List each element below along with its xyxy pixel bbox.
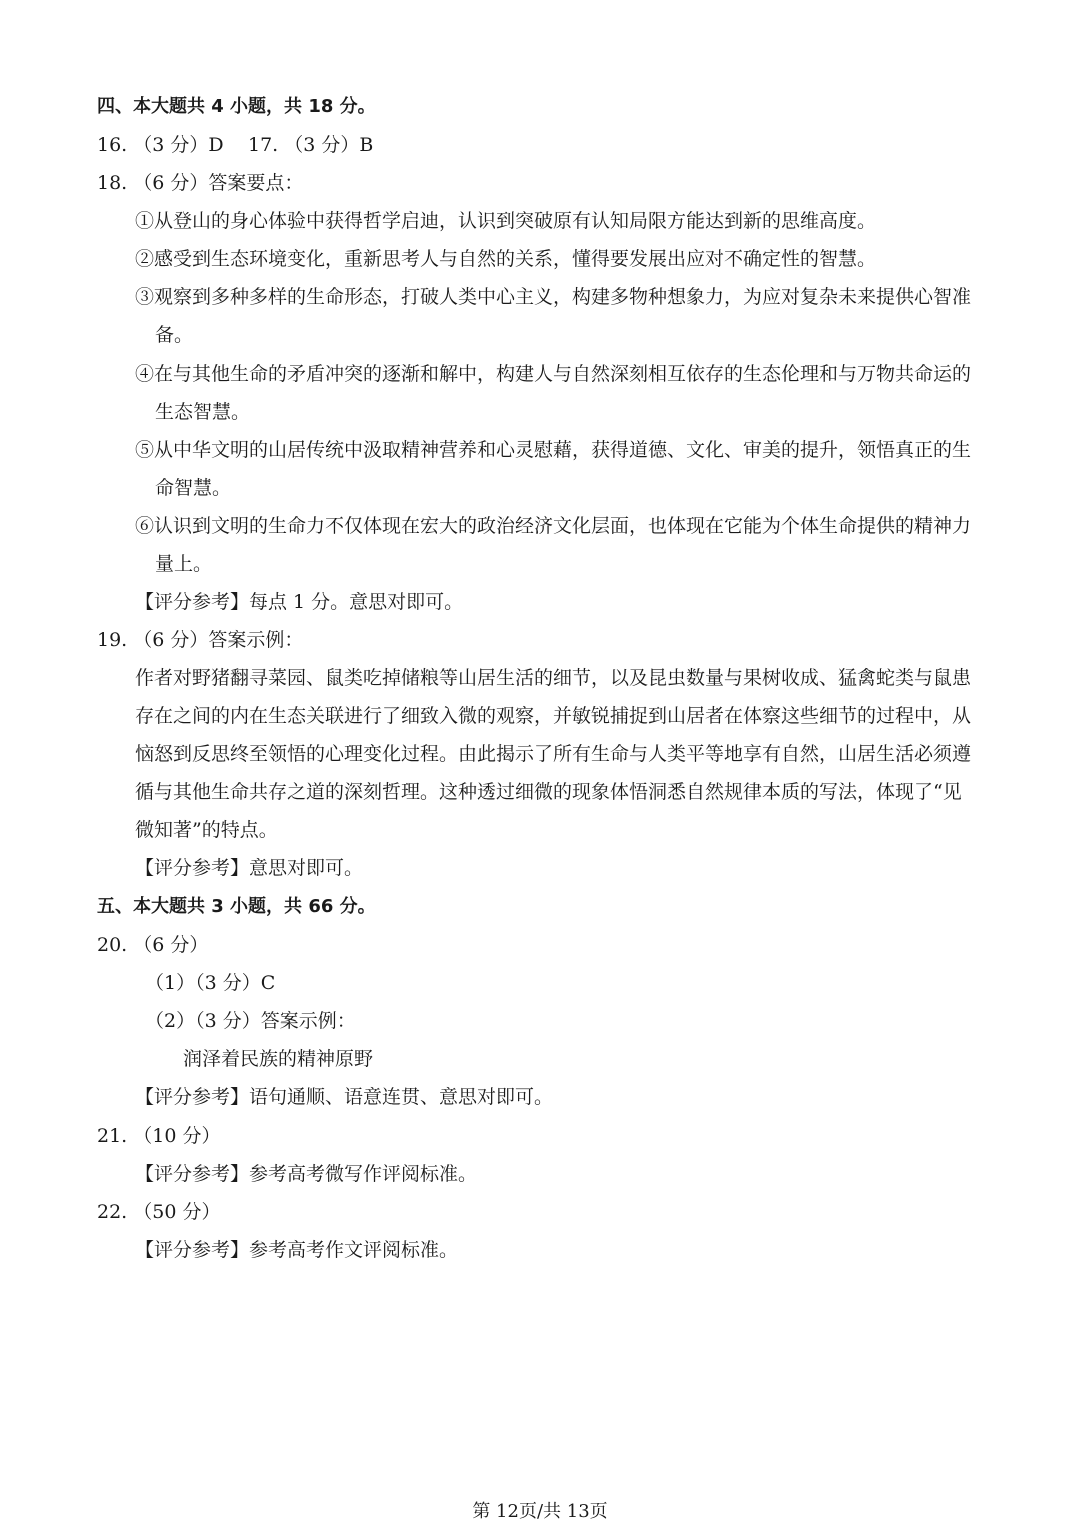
q18-point-5-cont: 命智慧。 bbox=[155, 477, 232, 499]
q21-header: 21. （10 分） bbox=[97, 1125, 221, 1147]
q18-point-2: ②感受到生态环境变化，重新思考人与自然的关系，懂得要发展出应对不确定性的智慧。 bbox=[135, 248, 877, 270]
section5-heading: 五、本大题共 3 小题，共 66 分。 bbox=[97, 896, 376, 917]
q21-scoring: 【评分参考】参考高考微写作评阅标准。 bbox=[135, 1163, 478, 1185]
q16-answer: 16. （3 分）D bbox=[97, 134, 224, 156]
q19-header: 19. （6 分）答案示例： bbox=[97, 629, 304, 651]
q18-point-3: ③观察到多种多样的生命形态，打破人类中心主义，构建多物种想象力，为应对复杂未来提供心智准 bbox=[135, 286, 972, 308]
q18-point-6-cont: 量上。 bbox=[155, 553, 213, 575]
q19-line-2: 存在之间的内在生态关联进行了细致入微的观察，并敏锐捕捉到山居者在体察这些细节的过程中，从 bbox=[135, 705, 972, 727]
q19-line-5: 微知著”的特点。 bbox=[135, 819, 278, 841]
page-footer: 第 12页/共 13页 bbox=[472, 1501, 608, 1522]
q19-line-4: 循与其他生命共存之道的深刻哲理。这种透过细微的现象体悟洞悉自然规律本质的写法，体现了“见 bbox=[135, 781, 962, 803]
q18-scoring: 【评分参考】每点 1 分。意思对即可。 bbox=[135, 591, 464, 613]
q18-point-6: ⑥认识到文明的生命力不仅体现在宏大的政治经济文化层面，也体现在它能为个体生命提供的精神力 bbox=[135, 515, 972, 537]
q18-point-3-cont: 备。 bbox=[155, 324, 194, 346]
q19-line-1: 作者对野猪翻寻菜园、鼠类吃掉储粮等山居生活的细节，以及昆虫数量与果树收成、猛禽蛇类与鼠患 bbox=[135, 667, 972, 689]
q17-answer: 17. （3 分）B bbox=[248, 134, 374, 156]
q20-scoring: 【评分参考】语句通顺、语意连贯、意思对即可。 bbox=[135, 1086, 554, 1108]
section4-heading: 四、本大题共 4 小题，共 18 分。 bbox=[97, 96, 376, 117]
q20-answer: 润泽着民族的精神原野 bbox=[183, 1048, 374, 1070]
q19-line-3: 恼怒到反思终至领悟的心理变化过程。由此揭示了所有生命与人类平等地享有自然，山居生活必须遵 bbox=[135, 743, 972, 765]
q22-scoring: 【评分参考】参考高考作文评阅标准。 bbox=[135, 1239, 459, 1261]
q20-header: 20. （6 分） bbox=[97, 934, 209, 956]
q18-header: 18. （6 分）答案要点： bbox=[97, 172, 304, 194]
q18-point-4: ④在与其他生命的矛盾冲突的逐渐和解中，构建人与自然深刻相互依存的生态伦理和与万物共命运的 bbox=[135, 363, 972, 385]
q20-sub-2: （2）（3 分）答案示例： bbox=[145, 1010, 356, 1032]
q18-point-1: ①从登山的身心体验中获得哲学启迪，认识到突破原有认知局限方能达到新的思维高度。 bbox=[135, 210, 877, 232]
q18-point-5: ⑤从中华文明的山居传统中汲取精神营养和心灵慰藉，获得道德、文化、审美的提升，领悟真正的生 bbox=[135, 439, 972, 461]
q18-point-4-cont: 生态智慧。 bbox=[155, 401, 251, 423]
q19-scoring: 【评分参考】意思对即可。 bbox=[135, 857, 364, 879]
q20-sub-1: （1）（3 分）C bbox=[145, 972, 276, 994]
q22-header: 22. （50 分） bbox=[97, 1201, 221, 1223]
